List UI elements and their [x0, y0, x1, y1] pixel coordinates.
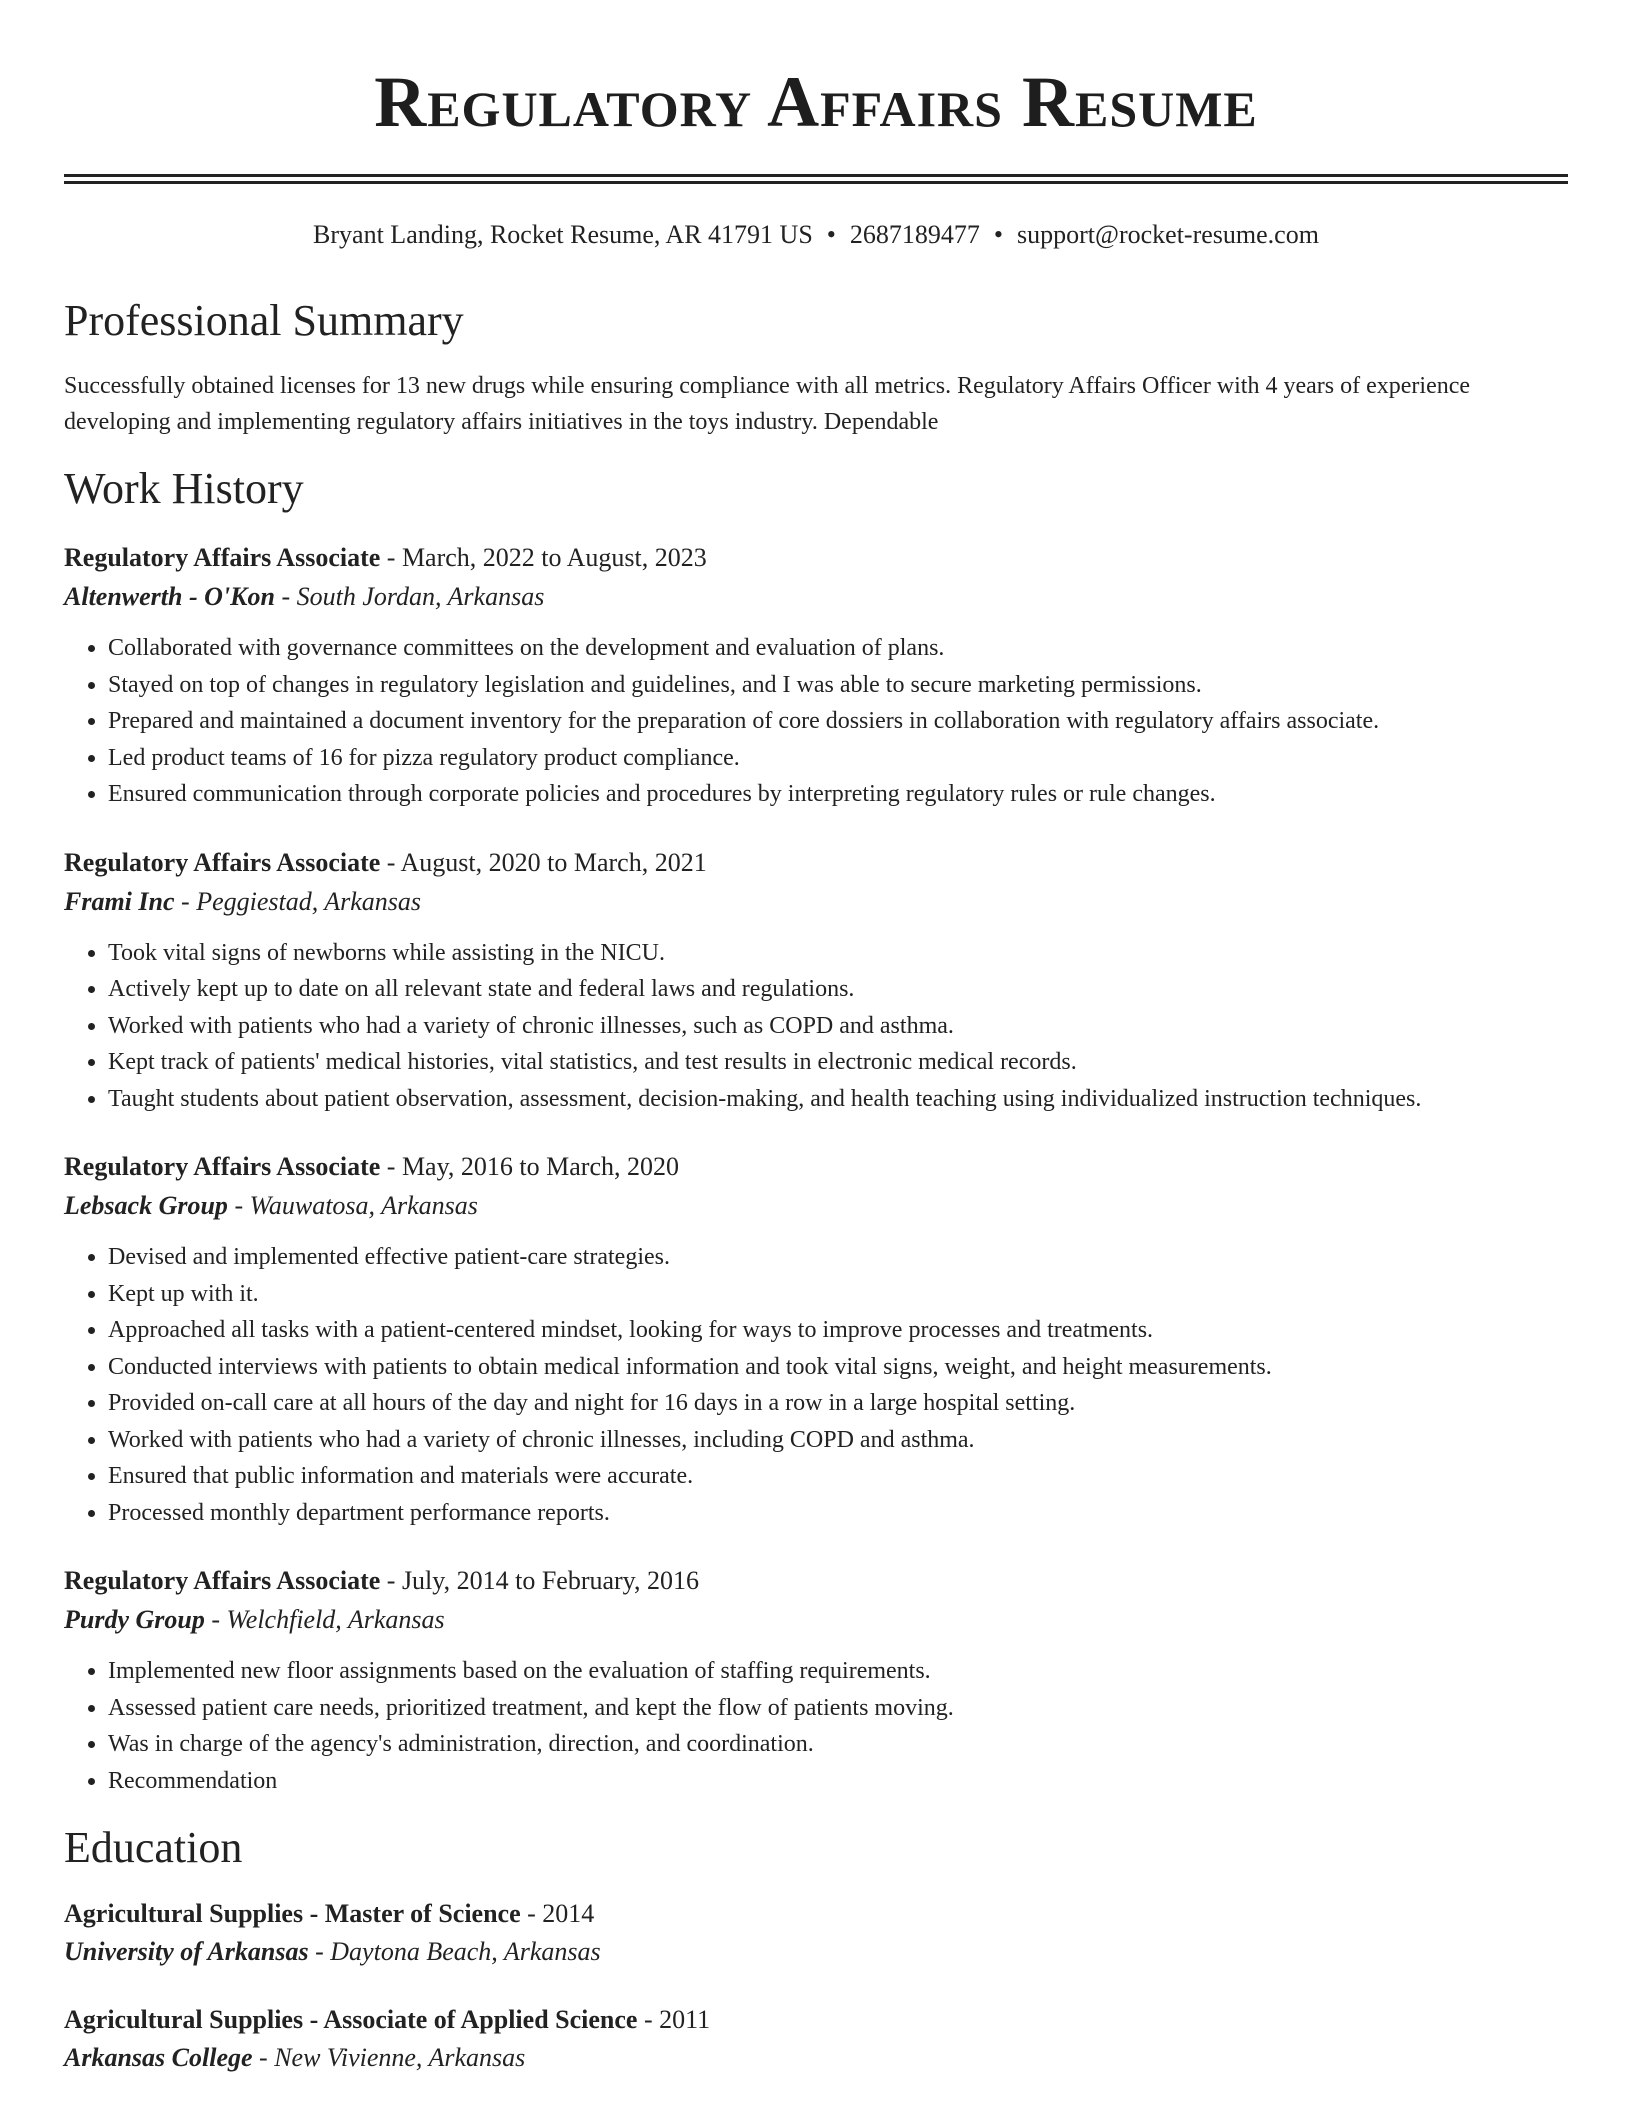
degree-line: [64, 2001, 1568, 2039]
company-name: Lebsack Group: [64, 1191, 228, 1220]
job-title-line: [64, 843, 1568, 883]
school-name: University of Arkansas: [64, 1937, 309, 1966]
job-title: Regulatory Affairs Associate: [64, 847, 381, 877]
work-history-heading: Work History: [64, 464, 304, 513]
job-bullet: • Prepared and maintained a document inventory for the preparation of core dossiers in collaboration with regulatory affairs associate.: [108, 703, 1568, 740]
summary-text: Successfully obtained licenses for 13 new drugs while ensuring compliance with all metrics. Regulatory Affairs Officer with 4 years of experience developing and implementing regulatory affairs initiatives in the toys industry. Dependable: [64, 373, 1471, 435]
degree-line: [64, 1895, 1568, 1933]
company-line: [64, 883, 1568, 921]
degree-year: - 2014: [520, 1899, 595, 1928]
job-bullet: • Taught students about patient observation, assessment, decision-making, and health teaching using individualized instruction techniques.: [108, 1081, 1568, 1118]
school-line: [64, 2039, 1568, 2077]
education-heading: Education: [64, 1823, 243, 1872]
job-entry: [64, 1561, 1568, 1799]
job-bullet: • Ensured communication through corporate policies and procedures by interpreting regulatory rules or rule changes.: [108, 776, 1568, 813]
school-location: - New Vivienne, Arkansas: [252, 2043, 526, 2072]
contact-line: [64, 220, 1568, 250]
job-bullet: • Took vital signs of newborns while assisting in the NICU.: [108, 935, 1568, 972]
job-bullets: [64, 1653, 1568, 1799]
company-name: Frami Inc: [64, 886, 175, 916]
school-name: Arkansas College: [64, 2043, 253, 2072]
degree-name: Agricultural Supplies - Master of Science: [64, 1899, 521, 1928]
company-name: Purdy Group: [64, 1605, 205, 1634]
degree-name: Agricultural Supplies - Associate of Applied Science: [64, 2005, 638, 2034]
job-bullet: • Stayed on top of changes in regulatory legislation and guidelines, and I was able to secure marketing permissions.: [108, 667, 1568, 704]
job-entry: [64, 843, 1568, 1118]
job-bullet: • Processed monthly department performance reports.: [108, 1495, 1568, 1532]
job-dates: - July, 2014 to February, 2016: [380, 1566, 699, 1595]
job-bullet: • Was in charge of the agency's administration, direction, and coordination.: [108, 1726, 1568, 1763]
job-bullet: • Kept up with it.: [108, 1276, 1568, 1313]
company-location: - South Jordan, Arkansas: [274, 582, 545, 611]
school-line: [64, 1933, 1568, 1971]
company-line: [64, 578, 1568, 616]
job-bullet: • Conducted interviews with patients to obtain medical information and took vital signs, weight, and height measurements.: [108, 1349, 1568, 1386]
job-bullet: • Assessed patient care needs, prioritized treatment, and kept the flow of patients moving.: [108, 1690, 1568, 1727]
job-bullet: • Provided on-call care at all hours of the day and night for 16 days in a row in a large hospital setting.: [108, 1385, 1568, 1422]
job-bullets: [64, 1239, 1568, 1531]
degree-year: - 2011: [637, 2005, 711, 2034]
company-location: - Wauwatosa, Arkansas: [227, 1191, 478, 1220]
contact-separator: •: [993, 220, 1004, 249]
company-location: - Peggiestad, Arkansas: [174, 886, 422, 916]
job-bullet: • Actively kept up to date on all relevant state and federal laws and regulations.: [108, 971, 1568, 1008]
company-location: - Welchfield, Arkansas: [204, 1605, 445, 1634]
resume-title: Regulatory Affairs Resume: [374, 62, 1258, 142]
job-bullet: • Worked with patients who had a variety of chronic illnesses, such as COPD and asthma.: [108, 1008, 1568, 1045]
job-bullet: • Recommendation: [108, 1763, 1568, 1800]
job-bullet: • Kept track of patients' medical histories, vital statistics, and test results in electronic medical records.: [108, 1044, 1568, 1081]
job-bullet: • Collaborated with governance committees on the development and evaluation of plans.: [108, 630, 1568, 667]
education-entry: [64, 2001, 1568, 2077]
job-title-line: [64, 1147, 1568, 1187]
company-name: Altenwerth - O'Kon: [64, 582, 275, 611]
title-double-rule: [64, 174, 1568, 184]
job-dates: - August, 2020 to March, 2021: [380, 847, 707, 877]
job-bullets: [64, 935, 1568, 1118]
job-dates: - May, 2016 to March, 2020: [380, 1152, 679, 1181]
job-bullet: • Implemented new floor assignments based on the evaluation of staffing requirements.: [108, 1653, 1568, 1690]
education-entry: [64, 1895, 1568, 1971]
contact-email: support@rocket-resume.com: [1017, 220, 1319, 249]
job-bullet: • Devised and implemented effective patient-care strategies.: [108, 1239, 1568, 1276]
job-title: Regulatory Affairs Associate: [64, 543, 381, 572]
job-bullets: [64, 630, 1568, 813]
job-title-line: [64, 1561, 1568, 1601]
job-bullet: • Approached all tasks with a patient-centered mindset, looking for ways to improve processes and treatments.: [108, 1312, 1568, 1349]
contact-address: Bryant Landing, Rocket Resume, AR 41791 US: [313, 220, 813, 249]
summary-heading: Professional Summary: [64, 296, 464, 345]
job-entry: [64, 538, 1568, 813]
job-bullet: • Worked with patients who had a variety of chronic illnesses, including COPD and asthma.: [108, 1422, 1568, 1459]
company-line: [64, 1187, 1568, 1225]
job-title: Regulatory Affairs Associate: [64, 1566, 381, 1595]
job-dates: - March, 2022 to August, 2023: [380, 543, 707, 572]
job-title-line: [64, 538, 1568, 578]
company-line: [64, 1601, 1568, 1639]
job-bullet: • Ensured that public information and materials were accurate.: [108, 1458, 1568, 1495]
school-location: - Daytona Beach, Arkansas: [308, 1937, 601, 1966]
job-title: Regulatory Affairs Associate: [64, 1152, 381, 1181]
contact-separator: •: [826, 220, 836, 249]
contact-phone: 2687189477: [849, 220, 980, 249]
job-bullet: • Led product teams of 16 for pizza regulatory product compliance.: [108, 740, 1568, 777]
job-entry: [64, 1147, 1568, 1531]
